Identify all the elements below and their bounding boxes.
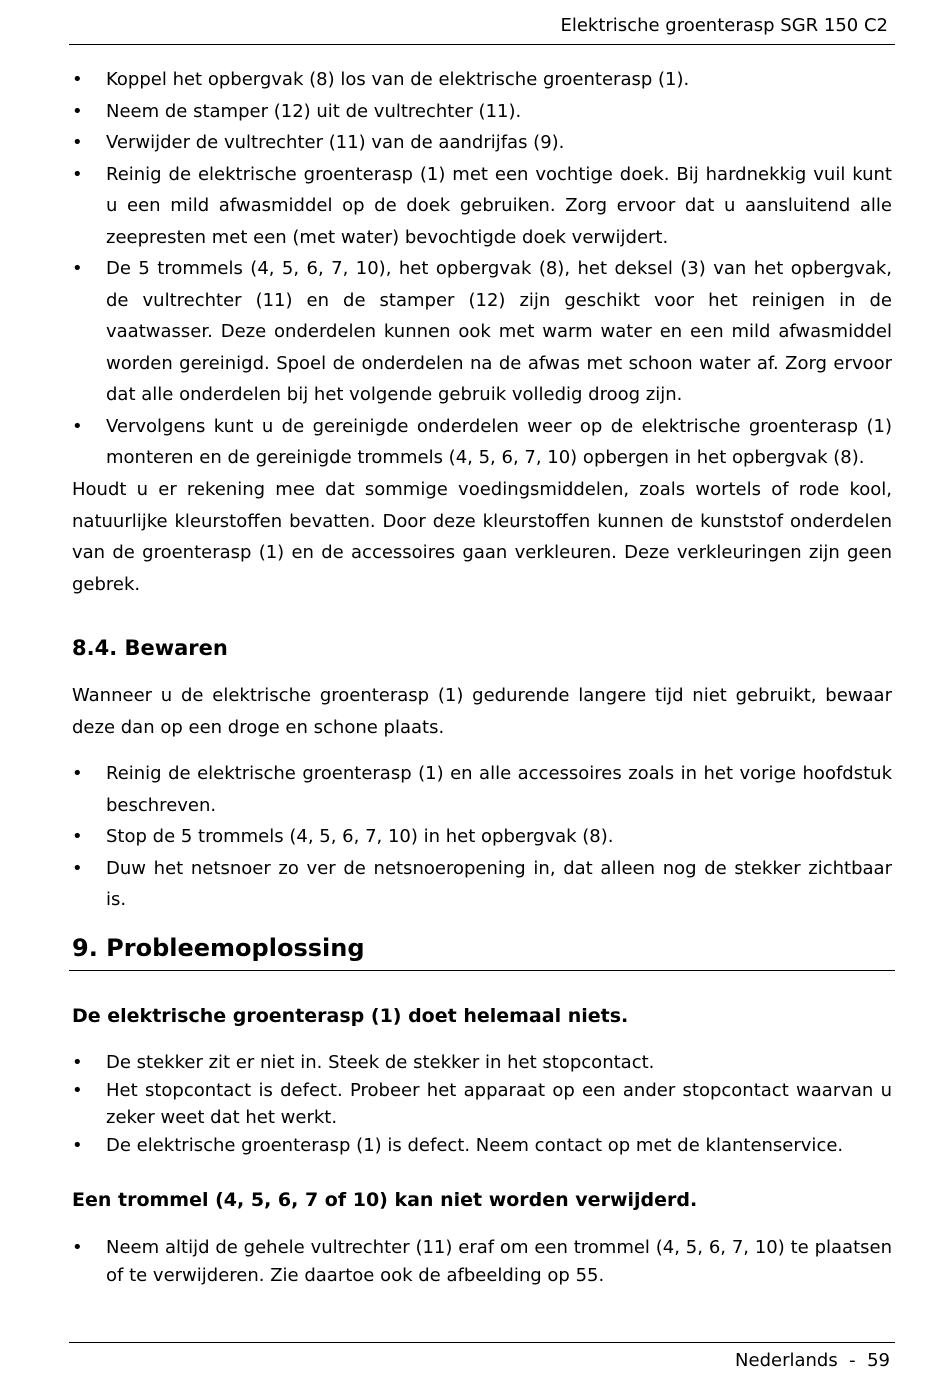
list-item: • Reinig de elektrische groenterasp (1) en alle accessoires zoals in het vorige hoofdstuk beschreven. [72, 758, 892, 821]
list-item: • Neem de stamper (12) uit de vultrechter (11). [72, 96, 892, 128]
footer-rule [69, 1342, 895, 1343]
list-item: • Stop de 5 trommels (4, 5, 6, 7, 10) in het opbergvak (8). [72, 821, 892, 853]
storage-intro: Wanneer u de elektrische groenterasp (1) gedurende langere tijd niet gebruikt, bewaar deze dan op een droge en schone plaats. [72, 685, 892, 738]
list-item: • De 5 trommels (4, 5, 6, 7, 10), het opbergvak (8), het deksel (3) van het opbergvak, de vultrechter (11) en de stamper (12) zijn geschikt voor het reinigen in de vaatwasser. Deze onderdelen kunnen ook met warm water en een mild afwasmiddel worden gereinigd. Spoel de onderdelen na de afwas met schoon water af. Zorg ervoor dat alle onderdelen bij het volgende gebruik volledig droog zijn. [72, 253, 892, 411]
section-heading-troubleshooting: 9. Probleemoplossing [72, 934, 365, 962]
section-heading-storage: 8.4. Bewaren [72, 636, 228, 660]
list-item: • Koppel het opbergvak (8) los van de elektrische groenterasp (1). [72, 64, 892, 96]
bullet-icon: • [72, 415, 83, 437]
cleaning-steps-list [72, 64, 892, 474]
bullet-icon: • [72, 1052, 83, 1073]
list-item: • De elektrische groenterasp (1) is defect. Neem contact op met de klantenservice. [72, 1132, 892, 1160]
problem-title-drum-stuck: Een trommel (4, 5, 6, 7 of 10) kan niet worden verwijderd. [72, 1189, 698, 1211]
page-number: Nederlands - 59 [735, 1350, 890, 1371]
bullet-icon: • [72, 763, 83, 784]
list-item: • De stekker zit er niet in. Steek de stekker in het stopcontact. [72, 1049, 892, 1077]
problem-2-causes-list [72, 1234, 892, 1289]
bullet-icon: • [72, 826, 83, 847]
discoloration-note: Houdt u er rekening mee dat sommige voedingsmiddelen, zoals wortels of rode kool, natuurlijke kleurstoffen bevatten. Door deze kleurstoffen kunnen de kunststof onderdelen van de groenterasp (1) en de accessoires gaan verkleuren. Deze verkleuringen zijn geen gebrek. [72, 479, 892, 595]
bullet-icon: • [72, 1134, 83, 1156]
problem-title-no-function: De elektrische groenterasp (1) doet helemaal niets. [72, 1005, 629, 1027]
list-item: • Neem altijd de gehele vultrechter (11) eraf om een trommel (4, 5, 6, 7, 10) te plaatsen of te verwijderen. Zie daartoe ook de afbeelding op 55. [72, 1234, 892, 1289]
bullet-icon: • [72, 100, 83, 122]
list-item: • Reinig de elektrische groenterasp (1) met een vochtige doek. Bij hardnekkig vuil kunt u een mild afwasmiddel op de doek gebruiken. Zorg ervoor dat u aansluitend alle zeepresten met een (met water) bevochtigde doek verwijdert. [72, 159, 892, 254]
bullet-icon: • [72, 857, 83, 879]
bullet-icon: • [72, 258, 83, 279]
header-rule [69, 44, 895, 45]
problem-1-causes-list [72, 1049, 892, 1159]
bullet-icon: • [72, 1079, 83, 1101]
bullet-icon: • [72, 1237, 83, 1258]
list-item: • Duw het netsnoer zo ver de netsnoeropening in, dat alleen nog de stekker zichtbaar is. [72, 853, 892, 916]
storage-list [72, 758, 892, 916]
list-item: • Verwijder de vultrechter (11) van de aandrijfas (9). [72, 127, 892, 159]
list-item: • Vervolgens kunt u de gereinigde onderdelen weer op de elektrische groenterasp (1) monteren en de gereinigde trommels (4, 5, 6, 7, 10) opbergen in het opbergvak (8). [72, 411, 892, 474]
bullet-icon: • [72, 132, 83, 153]
section-rule [69, 970, 895, 971]
running-header: Elektrische groenterasp SGR 150 C2 [560, 15, 888, 36]
bullet-icon: • [72, 69, 83, 90]
list-item: • Het stopcontact is defect. Probeer het apparaat op een ander stopcontact waarvan u zeker weet dat het werkt. [72, 1077, 892, 1132]
bullet-icon: • [72, 163, 83, 185]
